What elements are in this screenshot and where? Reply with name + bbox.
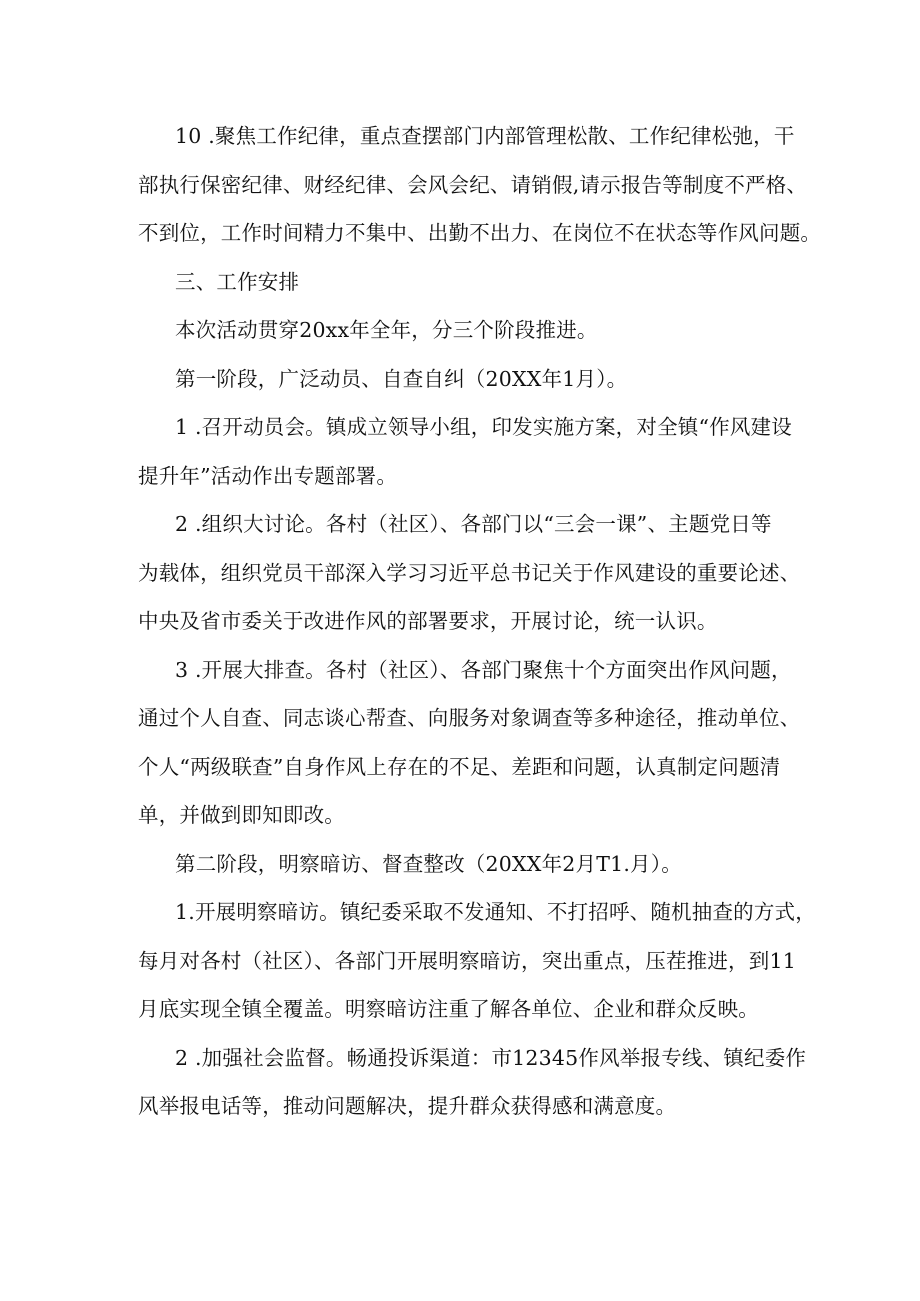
text-line: 为载体，组织党员干部深入学习习近平总书记关于作风建设的重要论述、 [138,560,801,585]
text-line: 风举报电话等，推动问题解决，提升群众获得感和满意度。 [138,1094,677,1118]
text-line: 不到位，工作时间精力不集中、出勤不出力、在岗位不在状态等作风问题。 [138,221,822,245]
stage-heading-two [138,840,788,889]
text-line: 月底实现全镇全覆盖。明察暗访注重了解各单位、企业和群众反映。 [138,997,759,1021]
section-heading: 三、工作安排 [175,269,300,294]
text-line: 本次活动贯穿20xx年全年，分三个阶段推进。 [175,318,598,342]
paragraph-work-discipline [138,112,822,258]
section-heading-work-arrangement [138,258,788,307]
paragraph-mobilization-meeting [138,403,792,500]
paragraph-unannounced-visits [138,888,816,1034]
text-line: 个人“两级联查”自身作风上存在的不足、差距和问题，认真制定问题清 [138,754,781,779]
text-line: 1 .召开动员会。镇成立领导小组，印发实施方案，对全镇“作风建设 [175,415,792,439]
stage-heading: 第一阶段，广泛动员、自查自纠（20XX年1月）。 [175,366,628,391]
text-line: 单，并做到即知即改。 [138,803,345,827]
text-line: 1.开展明察暗访。镇纪委采取不发通知、不打招呼、随机抽查的方式， [175,900,816,924]
text-line: 10 .聚焦工作纪律，重点查摆部门内部管理松散、工作纪律松弛，干 [175,124,795,148]
document-body [138,112,822,1131]
paragraph-discussion [138,500,801,646]
text-line: 2 .组织大讨论。各村（社区）、各部门以“三会一课”、主题党日等 [175,512,772,536]
text-line: 中央及省市委关于改进作风的部署要求，开展讨论，统一认识。 [138,609,718,633]
stage-heading: 第二阶段，明察暗访、督查整改（20XX年2月T1.月）。 [175,851,682,876]
text-line: 部执行保密纪律、财经纪律、会风会纪、请销假,请示报告等制度不严格、 [138,172,808,197]
paragraph-investigation [138,646,801,840]
text-line: 通过个人自查、同志谈心帮查、向服务对象调查等多种途径，推动单位、 [138,706,801,730]
stage-heading-one [138,355,788,404]
paragraph-social-supervision [138,1034,807,1131]
text-line: 提升年”活动作出专题部署。 [138,463,398,488]
paragraph-activity-overview [138,306,788,355]
text-line: 2 .加强社会监督。畅通投诉渠道：市12345作风举报专线、镇纪委作 [175,1045,807,1070]
text-line: 3 .开展大排查。各村（社区）、各部门聚焦十个方面突出作风问题， [175,657,792,682]
text-line: 每月对各村（社区）、各部门开展明察暗访，突出重点，压茬推进，到11 [138,948,796,973]
